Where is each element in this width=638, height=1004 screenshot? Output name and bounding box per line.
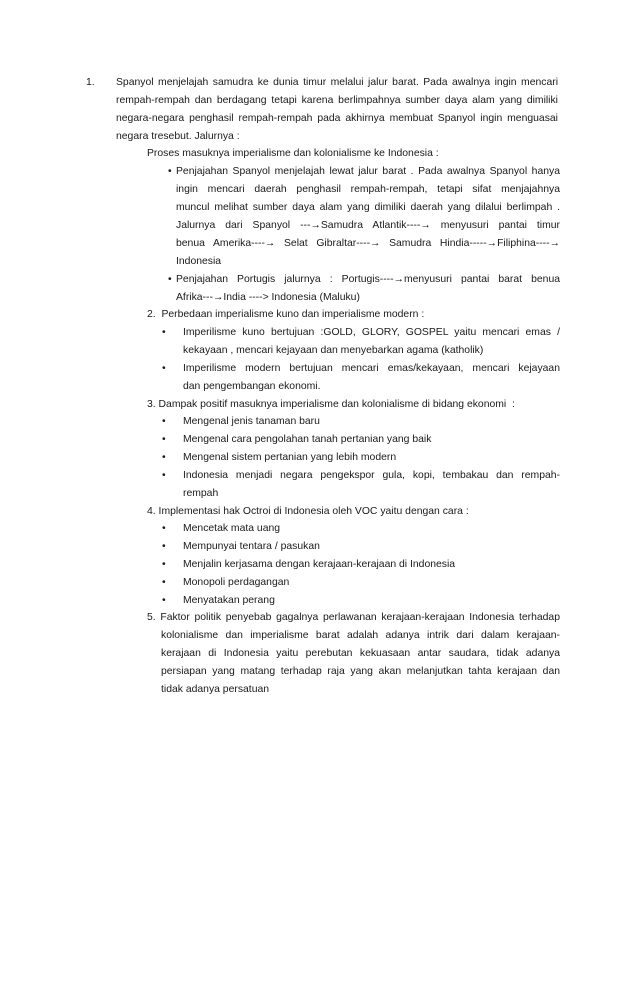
section-2-title: 2. Perbedaan imperialisme kuno dan imperialisme modern : — [147, 309, 425, 320]
bullet: • — [162, 452, 166, 463]
bullet: • — [162, 559, 166, 570]
section-3-title: 3. Dampak positif masuknya imperialisme dan kolonialisme di bidang ekonomi : — [147, 399, 515, 410]
s4-item-3: Menjalin kerjasama dengan kerajaan-kerajaan di Indonesia — [183, 559, 456, 570]
s4-item-2: Mempunyai tentara / pasukan — [183, 541, 320, 552]
paragraph-1-line-1: Spanyol menjelajah samudra ke dunia timur melalui jalur barat. Pada awalnya ingin mencari — [116, 77, 558, 88]
s3-item-3: Mengenal sistem pertanian yang lebih modern — [183, 452, 397, 463]
list-number-1: 1. — [86, 77, 95, 88]
proses-b1-line-3: muncul melihat sumber daya alam yang dimiliki daerah yang dilalui berlimpah . — [176, 202, 560, 213]
paragraph-1-line-3: negara-negara penghasil rempah-rempah pada akhirnya membuat Spanyol ingin menguasai — [116, 113, 558, 124]
proses-b1-line-4: Jalurnya dari Spanyol ---→Samudra Atlantik----→ menyusuri pantai timur — [176, 220, 560, 231]
proses-b1-line-2: ingin mencari daerah penghasil rempah-rempah, tetapi sifat menjajahnya — [176, 184, 560, 195]
s4-item-5: Menyatakan perang — [183, 595, 275, 606]
s3-b4-line-1: Indonesia menjadi negara pengekspor gula, kopi, tembakau dan rempah- — [183, 470, 560, 481]
bullet: • — [168, 274, 172, 285]
s5-line-1: 5. Faktor politik penyebab gagalnya perlawanan kerajaan-kerajaan Indonesia terhadap — [147, 612, 560, 623]
bullet: • — [162, 434, 166, 445]
proses-b2-line-1: Penjajahan Portugis jalurnya : Portugis----→menyusuri pantai barat benua — [176, 274, 560, 285]
s4-item-1: Mencetak mata uang — [183, 523, 281, 534]
bullet: • — [162, 327, 166, 338]
bullet: • — [162, 416, 166, 427]
s2-b2-line-2: dan pengembangan ekonomi. — [183, 381, 321, 392]
bullet: • — [162, 363, 166, 374]
s2-b1-line-2: kekayaan , mencari kejayaan dan menyebarkan agama (katholik) — [183, 345, 484, 356]
s5-line-3: kerajaan di Indonesia yaitu perebutan kekuasaan antar saudara, tidak adanya — [161, 648, 560, 659]
s2-b2-line-1: Imperilisme modern bertujuan mencari emas/kekayaan, mencari kejayaan — [183, 363, 560, 374]
s5-line-5: tidak adanya persatuan — [161, 684, 270, 695]
bullet: • — [162, 523, 166, 534]
s3-b4-line-2: rempah — [183, 488, 219, 499]
bullet: • — [162, 541, 166, 552]
proses-b1-line-6: Indonesia — [176, 256, 222, 267]
s5-line-2: kolonialisme dan imperialisme barat adalah adanya intrik dari dalam kerajaan- — [161, 630, 560, 641]
section-4-title: 4. Implementasi hak Octroi di Indonesia oleh VOC yaitu dengan cara : — [147, 506, 469, 517]
s3-item-1: Mengenal jenis tanaman baru — [183, 416, 320, 427]
s3-item-2: Mengenal cara pengolahan tanah pertanian yang baik — [183, 434, 432, 445]
proses-title: Proses masuknya imperialisme dan kolonialisme ke Indonesia : — [147, 148, 439, 159]
proses-b1-line-1: Penjajahan Spanyol menjelajah lewat jalur barat . Pada awalnya Spanyol hanya — [176, 166, 560, 177]
s5-line-4: persiapan yang matang terhadap raja yang akan melanjutkan tahta kerajaan dan — [161, 666, 560, 677]
proses-b1-line-5: benua Amerika----→ Selat Gibraltar----→ Samudra Hindia-----→Filiphina----→ — [176, 238, 560, 249]
bullet: • — [162, 577, 166, 588]
s4-item-4: Monopoli perdagangan — [183, 577, 290, 588]
bullet: • — [162, 595, 166, 606]
bullet: • — [168, 166, 172, 177]
s2-b1-line-1: Imperilisme kuno bertujuan :GOLD, GLORY, GOSPEL yaitu mencari emas / — [183, 327, 560, 338]
paragraph-1-line-2: rempah-rempah dan berdagang tetapi karena berlimpahnya sumber daya alam yang dimiliki — [116, 95, 558, 106]
proses-b2-line-2: Afrika---→India ----> Indonesia (Maluku) — [176, 292, 360, 303]
paragraph-1-line-4: negara tresebut. Jalurnya : — [116, 131, 240, 142]
bullet: • — [162, 470, 166, 481]
